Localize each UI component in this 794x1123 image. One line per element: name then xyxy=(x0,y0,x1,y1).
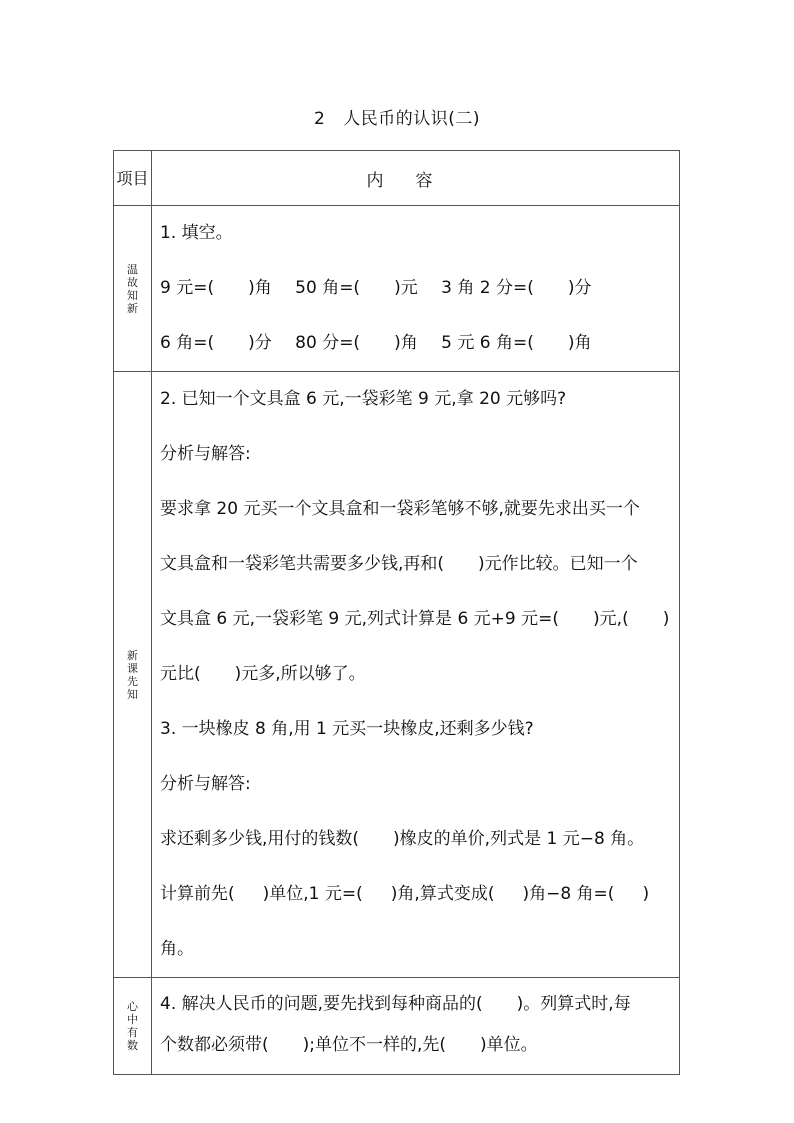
q2-line1: 要求拿 20 元买一个文具盒和一袋彩笔够不够,就要先求出买一个 xyxy=(160,499,640,519)
title-text: 人民币的认识(二) xyxy=(343,109,481,129)
review-content xyxy=(152,206,680,372)
preview-label: 新课先知 xyxy=(114,372,152,978)
preview-content xyxy=(152,372,680,978)
q4-line2: 个数都必须带( );单位不一样的,先( )单位。 xyxy=(160,1035,538,1055)
q2-line4: 元比( )元多,所以够了。 xyxy=(160,664,366,684)
q2-question: 2. 已知一个文具盒 6 元,一袋彩笔 9 元,拿 20 元够吗? xyxy=(160,389,567,409)
review-row xyxy=(114,206,680,372)
q3-question: 3. 一块橡皮 8 角,用 1 元买一块橡皮,还剩多少钱? xyxy=(160,719,534,739)
section-number: 2 xyxy=(313,109,326,129)
worksheet-table xyxy=(113,150,680,1075)
header-row xyxy=(114,151,680,206)
q2-analysis: 分析与解答: xyxy=(160,444,251,464)
q3-line1: 求还剩多少钱,用付的钱数( )橡皮的单价,列式是 1 元−8 角。 xyxy=(160,829,645,849)
summary-content xyxy=(152,978,680,1075)
q3-analysis: 分析与解答: xyxy=(160,774,251,794)
q1-title: 1. 填空。 xyxy=(160,223,233,243)
review-label: 温故知新 xyxy=(114,206,152,372)
summary-row xyxy=(114,978,680,1075)
summary-label: 心中有数 xyxy=(114,978,152,1075)
page-title xyxy=(0,104,794,129)
content-header: 内容 xyxy=(152,151,680,206)
q1-row1: 9 元=( )角 50 角=( )元 3 角 2 分=( )分 xyxy=(160,278,592,298)
q2-line3: 文具盒 6 元,一袋彩笔 9 元,列式计算是 6 元+9 元=( )元,( ) xyxy=(160,609,670,629)
q3-line3: 角。 xyxy=(160,939,194,959)
q3-line2: 计算前先( )单位,1 元=( )角,算式变成( )角−8 角=( ) xyxy=(160,884,650,904)
preview-row xyxy=(114,372,680,978)
q1-row2: 6 角=( )分 80 分=( )角 5 元 6 角=( )角 xyxy=(160,333,592,353)
item-header: 项目 xyxy=(114,151,152,206)
q2-line2: 文具盒和一袋彩笔共需要多少钱,再和( )元作比较。已知一个 xyxy=(160,554,638,574)
q4-line1: 4. 解决人民币的问题,要先找到每种商品的( )。列算式时,每 xyxy=(160,994,631,1014)
